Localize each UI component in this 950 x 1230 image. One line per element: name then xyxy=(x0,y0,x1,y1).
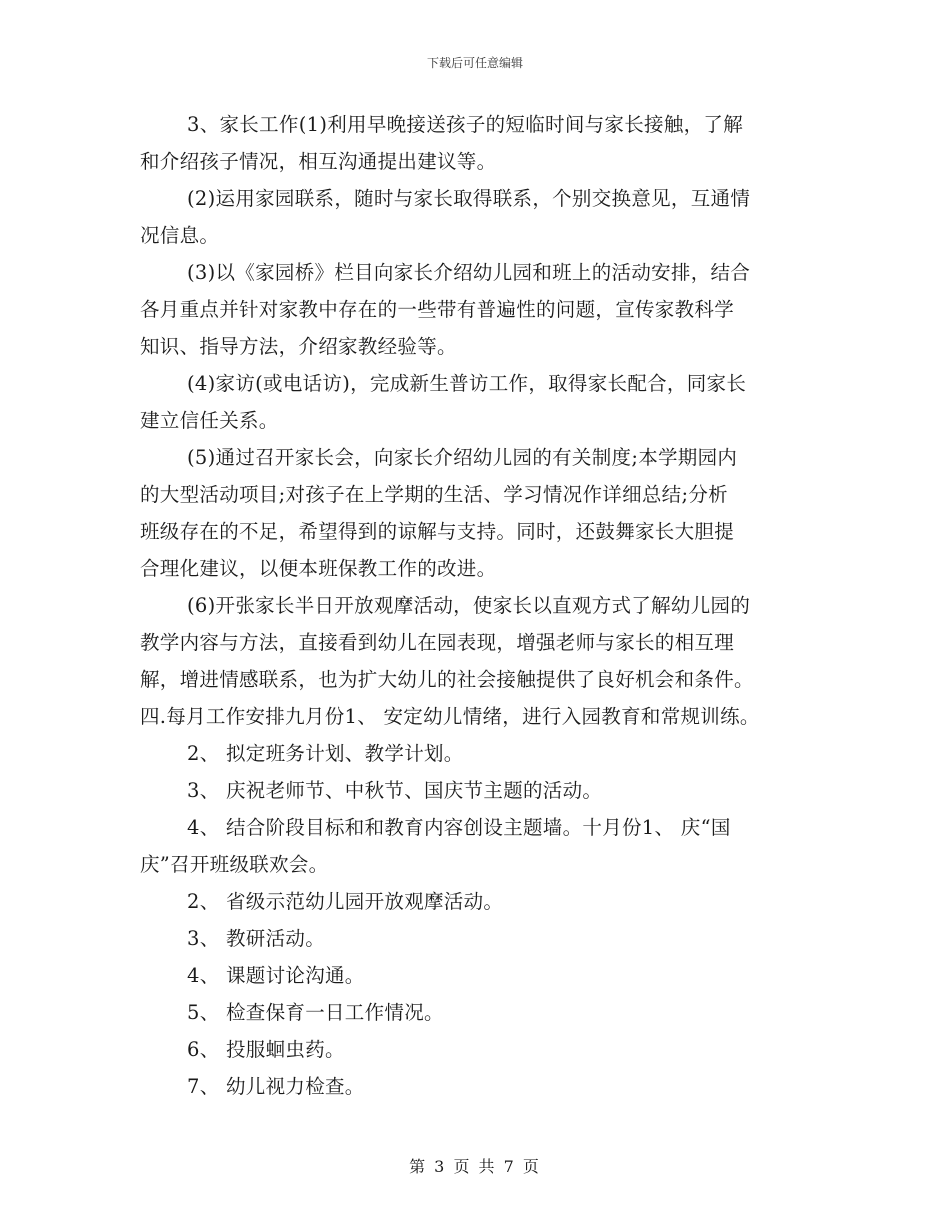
text-line: 知识、指导方法，介绍家教经验等。 xyxy=(140,335,457,358)
text-line: 3、 庆祝老师节、中秋节、国庆节主题的活动。 xyxy=(187,779,603,802)
page-header: 下载后可任意编辑 xyxy=(426,56,523,70)
text-line: 况信息。 xyxy=(140,224,220,247)
text-line: 2、 拟定班务计划、教学计划。 xyxy=(187,742,464,765)
text-line: (4)家访(或电话访)，完成新生普访工作，取得家长配合，同家长 xyxy=(187,372,747,395)
text-line: 6、 投服蛔虫药。 xyxy=(187,1038,345,1061)
text-line: (5)通过召开家长会，向家长介绍幼儿园的有关制度;本学期园内 xyxy=(187,446,738,469)
text-line: 四.每月工作安排九月份1、 安定幼儿情绪，进行入园教育和常规训练。 xyxy=(140,705,760,728)
text-line: 3、家长工作(1)利用早晚接送孩子的短临时间与家长接触，了解 xyxy=(187,113,744,136)
document-body xyxy=(140,106,840,1105)
text-line: 庆”召开班级联欢会。 xyxy=(140,853,329,876)
text-line: 7、 幼儿视力检查。 xyxy=(187,1075,365,1098)
text-line: 4、 课题讨论沟通。 xyxy=(187,964,365,987)
text-line: 3、 教研活动。 xyxy=(187,927,326,950)
text-line: (6)开张家长半日开放观摩活动，使家长以直观方式了解幼儿园的 xyxy=(187,594,751,617)
text-line: 解，增进情感联系，也为扩大幼儿的社会接触提供了良好机会和条件。 xyxy=(140,668,754,691)
text-line: 5、 检查保育一日工作情况。 xyxy=(187,1001,444,1024)
text-line: 和介绍孩子情况，相互沟通提出建议等。 xyxy=(140,150,497,173)
text-line: 合理化建议，以便本班保教工作的改进。 xyxy=(140,557,497,580)
text-line: 教学内容与方法，直接看到幼儿在园表现，增强老师与家长的相互理 xyxy=(140,631,735,654)
text-line: 班级存在的不足，希望得到的谅解与支持。同时，还鼓舞家长大胆提 xyxy=(140,520,735,543)
page-footer: 第 3 页 共 7 页 xyxy=(409,1157,541,1176)
text-line: 的大型活动项目;对孩子在上学期的生活、学习情况作详细总结;分析 xyxy=(140,483,728,506)
text-line: 建立信任关系。 xyxy=(140,409,279,432)
text-line: 4、 结合阶段目标和和教育内容创设主题墙。十月份1、 庆“国 xyxy=(187,816,731,839)
text-line: (3)以《家园桥》栏目向家长介绍幼儿园和班上的活动安排，结合 xyxy=(187,261,751,284)
text-line: (2)运用家园联系，随时与家长取得联系，个别交换意见，互通情 xyxy=(187,187,751,210)
text-line: 各月重点并针对家教中存在的一些带有普遍性的问题，宣传家教科学 xyxy=(140,298,735,321)
text-line: 2、 省级示范幼儿园开放观摩活动。 xyxy=(187,890,504,913)
